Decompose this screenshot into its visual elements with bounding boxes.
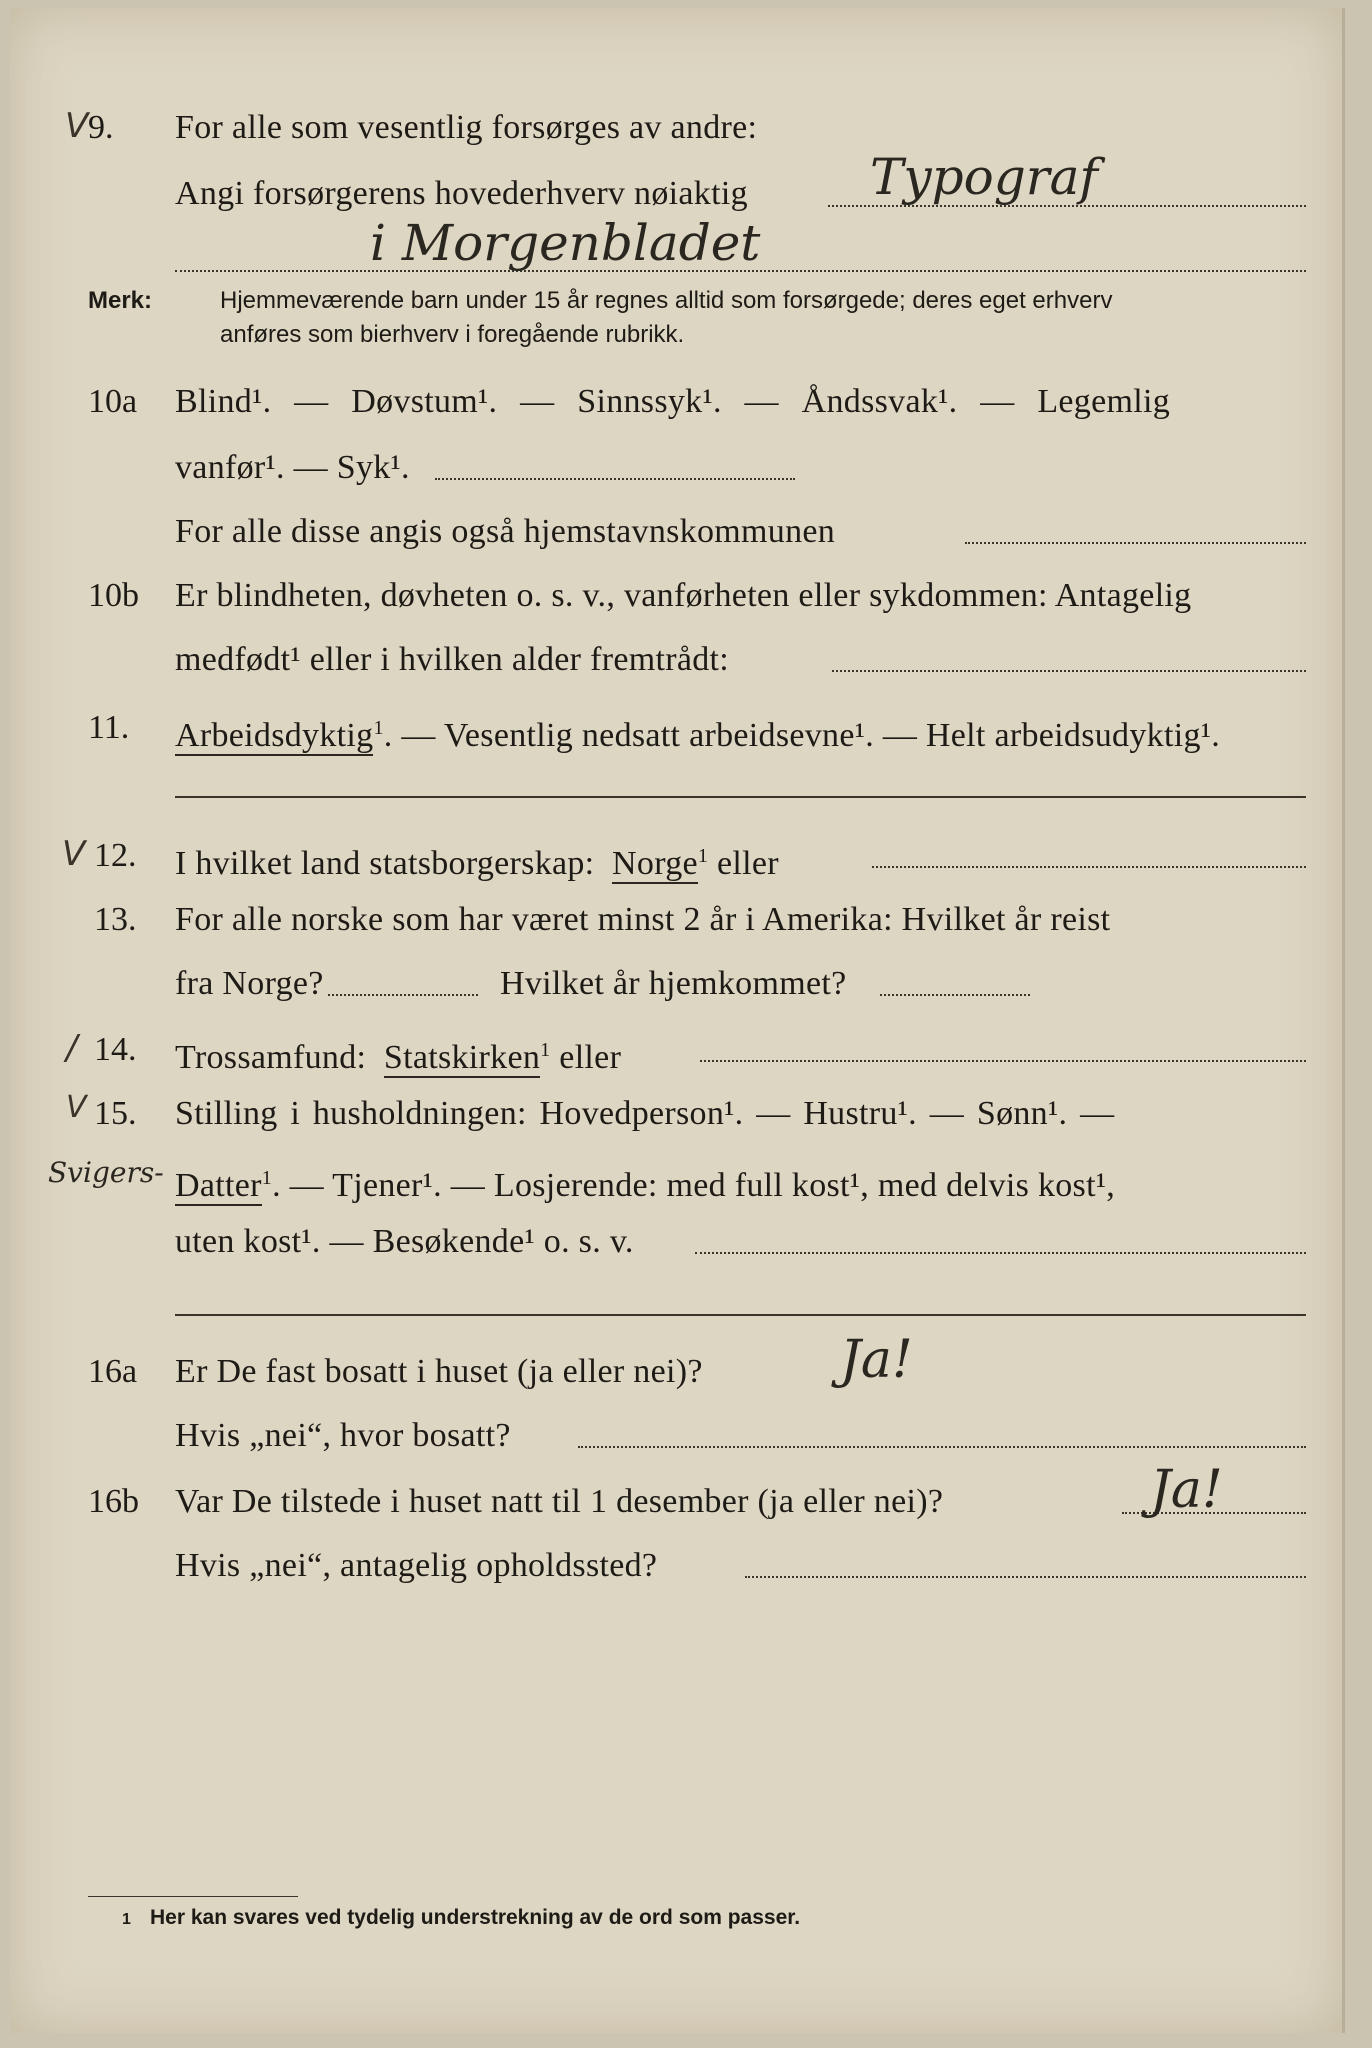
q15-number: 15.: [94, 1095, 137, 1132]
footnote-text: Her kan svares ved tydelig understrekning av de ord som passer.: [150, 1906, 801, 1929]
footnote-rule: [88, 1896, 298, 1897]
q13-line2b: Hvilket år hjemkommet?: [500, 965, 847, 1002]
q10b-number: 10b: [88, 577, 139, 614]
check-mark-q9: V: [65, 106, 89, 146]
q11-line: Arbeidsdyktig$^1$. — Vesentlig nedsatt arbeidsevne¹. — Helt arbeidsudyktig¹.: [175, 717, 1221, 754]
q15-underlined-option: Datter: [175, 1167, 262, 1204]
q11-answer-line: [175, 796, 1306, 798]
merk-label: Merk:: [88, 287, 153, 314]
q10a-line3: For alle disse angis også hjemstavnskommunen: [175, 513, 836, 550]
q14-label: Trossamfund:: [175, 1039, 367, 1076]
q10a-number: 10a: [88, 383, 138, 420]
q13-number: 13.: [94, 901, 137, 938]
footnote-mark: 1: [122, 1911, 131, 1928]
q16b-number: 16b: [88, 1483, 139, 1520]
q10b-line1: Er blindheten, døvheten o. s. v., vanførheten eller sykdommen: Antagelig: [175, 577, 1192, 614]
q15-handwritten-prefix: Svigers-: [48, 1156, 164, 1189]
q9-line2: Angi forsørgerens hovederhverv nøiaktig: [175, 175, 748, 212]
q16b-handwritten-answer: Ja!: [1150, 1460, 1223, 1520]
q13-line1: For alle norske som har været minst 2 år i Amerika: Hvilket år reist: [175, 901, 1111, 938]
check-mark-q12: V: [62, 834, 86, 874]
q14-or: eller: [559, 1039, 622, 1076]
q13-year-left-line: [328, 994, 478, 996]
q15-answer-line-1: [695, 1252, 1306, 1254]
q10a-line1: Blind¹. — Døvstum¹. — Sinnssyk¹. — Åndssvak¹. — Legemlig: [175, 383, 1171, 420]
q16a-line2: Hvis „nei“, hvor bosatt?: [175, 1417, 511, 1454]
q9-line1: For alle som vesentlig forsørges av andre:: [175, 109, 758, 146]
q12-label: I hvilket land statsborgerskap:: [175, 845, 595, 882]
q16b-line2: Hvis „nei“, antagelig opholdssted?: [175, 1547, 658, 1584]
q11-rest: . — Vesentlig nedsatt arbeidsevne¹. — Helt arbeidsudyktig¹.: [383, 717, 1221, 754]
q15-line3: uten kost¹. — Besøkende¹ o. s. v.: [175, 1223, 634, 1260]
q15-line2-rest: . — Tjener¹. — Losjerende: med full kost¹, med delvis kost¹,: [272, 1167, 1116, 1204]
check-mark-q14: /: [66, 1028, 78, 1068]
q10a-line2: vanfør¹. — Syk¹.: [175, 449, 410, 486]
q12-or: eller: [717, 845, 779, 882]
q12-number: 12.: [94, 837, 137, 874]
q16b-line1: Var De tilstede i huset natt til 1 desember (ja eller nei)?: [175, 1483, 944, 1520]
q10b-line2: medfødt¹ eller i hvilken alder fremtrådt:: [175, 641, 730, 678]
q16a-residence-line: [578, 1446, 1306, 1448]
q9-number: 9.: [88, 109, 114, 146]
q12-line: I hvilket land statsborgerskap: Norge$^1$ eller: [175, 845, 779, 882]
q14-number: 14.: [94, 1031, 137, 1068]
q12-answer-line: [872, 866, 1306, 868]
q15-answer-line-2: [175, 1314, 1306, 1316]
q14-line: Trossamfund: Statskirken$^1$ eller: [175, 1039, 622, 1076]
q10b-answer-line: [832, 670, 1306, 672]
q9-handwritten-employer: i Morgenbladet: [370, 214, 761, 272]
q10a-hometown-line: [965, 542, 1306, 544]
q13-line2a: fra Norge?: [175, 965, 324, 1002]
q13-year-returned-line: [880, 994, 1030, 996]
q16a-handwritten-answer: Ja!: [840, 1330, 913, 1390]
q15-line2: Datter$^1$. — Tjener¹. — Losjerende: med full kost¹, med delvis kost¹,: [175, 1167, 1116, 1204]
q14-underlined-option: Statskirken: [383, 1039, 541, 1076]
q9-handwritten-occupation: Typograf: [870, 148, 1098, 206]
merk-line1: Hjemmeværende barn under 15 år regnes alltid som forsørgede; deres eget erhverv: [220, 287, 1113, 314]
q14-answer-line: [700, 1060, 1306, 1062]
census-form-page: [10, 8, 1345, 2033]
q11-number: 11.: [88, 709, 130, 746]
q16a-number: 16a: [88, 1353, 138, 1390]
q15-line1: Stilling i husholdningen: Hovedperson¹. — Hustru¹. — Sønn¹. —: [175, 1095, 1115, 1132]
q11-underlined-option: Arbeidsdyktig: [175, 717, 374, 754]
check-mark-q15: V: [66, 1090, 87, 1125]
q16a-line1: Er De fast bosatt i huset (ja eller nei)?: [175, 1353, 703, 1390]
q10a-answer-line: [435, 478, 795, 480]
q16b-location-line: [745, 1576, 1306, 1578]
q12-underlined-option: Norge: [612, 845, 698, 882]
merk-line2: anføres som bierhverv i foregående rubrikk.: [220, 321, 685, 348]
